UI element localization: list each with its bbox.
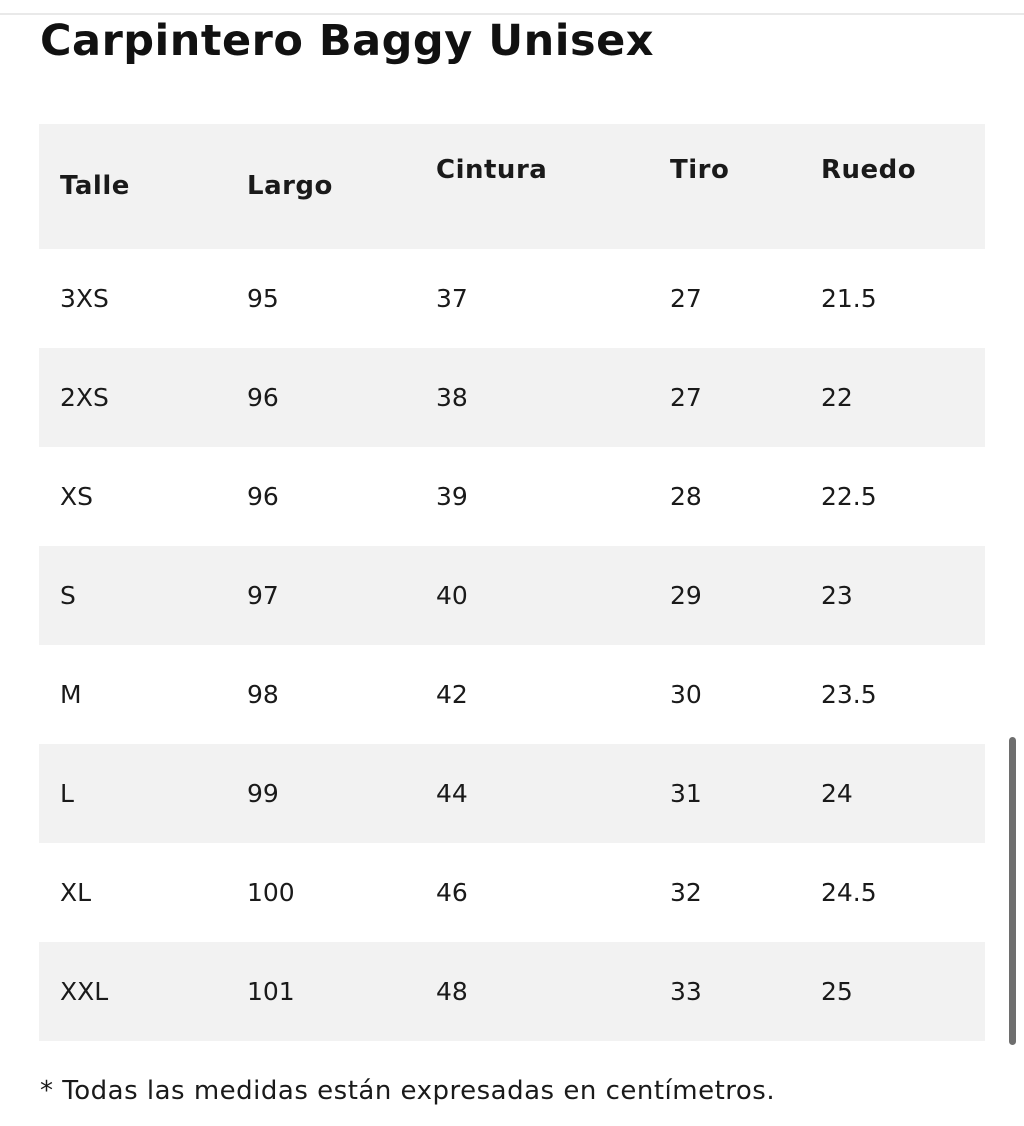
cell-talle: 3XS	[39, 249, 226, 348]
cell-largo: 99	[226, 744, 415, 843]
cell-tiro: 28	[649, 447, 800, 546]
cell-largo: 98	[226, 645, 415, 744]
cell-ruedo: 22.5	[800, 447, 985, 546]
cell-cintura: 37	[415, 249, 649, 348]
cell-ruedo: 23.5	[800, 645, 985, 744]
size-chart-table	[39, 124, 985, 1041]
scrollbar-thumb[interactable]	[1009, 737, 1016, 1045]
cell-talle: M	[39, 645, 226, 744]
cell-talle: XXL	[39, 942, 226, 1041]
cell-cintura: 42	[415, 645, 649, 744]
header-tiro: Tiro	[649, 124, 800, 249]
table-row	[39, 942, 985, 1041]
cell-cintura: 44	[415, 744, 649, 843]
cell-cintura: 38	[415, 348, 649, 447]
table-row	[39, 447, 985, 546]
cell-largo: 97	[226, 546, 415, 645]
cell-ruedo: 24.5	[800, 843, 985, 942]
cell-cintura: 46	[415, 843, 649, 942]
cell-largo: 96	[226, 447, 415, 546]
table-row	[39, 645, 985, 744]
cell-tiro: 32	[649, 843, 800, 942]
cell-talle: 2XS	[39, 348, 226, 447]
cell-tiro: 29	[649, 546, 800, 645]
table-header-row	[39, 124, 985, 249]
cell-tiro: 27	[649, 249, 800, 348]
cell-ruedo: 24	[800, 744, 985, 843]
table-row	[39, 546, 985, 645]
table-row	[39, 249, 985, 348]
page-title: Carpintero Baggy Unisex	[40, 16, 654, 66]
cell-cintura: 48	[415, 942, 649, 1041]
header-talle: Talle	[39, 124, 226, 249]
table-row	[39, 744, 985, 843]
cell-ruedo: 22	[800, 348, 985, 447]
cell-talle: L	[39, 744, 226, 843]
cell-largo: 101	[226, 942, 415, 1041]
cell-tiro: 27	[649, 348, 800, 447]
cell-ruedo: 23	[800, 546, 985, 645]
cell-talle: S	[39, 546, 226, 645]
cell-cintura: 40	[415, 546, 649, 645]
cell-cintura: 39	[415, 447, 649, 546]
cell-largo: 95	[226, 249, 415, 348]
cell-ruedo: 21.5	[800, 249, 985, 348]
cell-talle: XL	[39, 843, 226, 942]
table-row	[39, 843, 985, 942]
measurements-footnote: * Todas las medidas están expresadas en centímetros.	[40, 1076, 776, 1106]
header-cintura: Cintura	[415, 124, 649, 249]
cell-tiro: 31	[649, 744, 800, 843]
header-largo: Largo	[226, 124, 415, 249]
header-ruedo: Ruedo	[800, 124, 985, 249]
table-row	[39, 348, 985, 447]
cell-ruedo: 25	[800, 942, 985, 1041]
cell-largo: 100	[226, 843, 415, 942]
cell-talle: XS	[39, 447, 226, 546]
cell-tiro: 33	[649, 942, 800, 1041]
cell-tiro: 30	[649, 645, 800, 744]
cell-largo: 96	[226, 348, 415, 447]
